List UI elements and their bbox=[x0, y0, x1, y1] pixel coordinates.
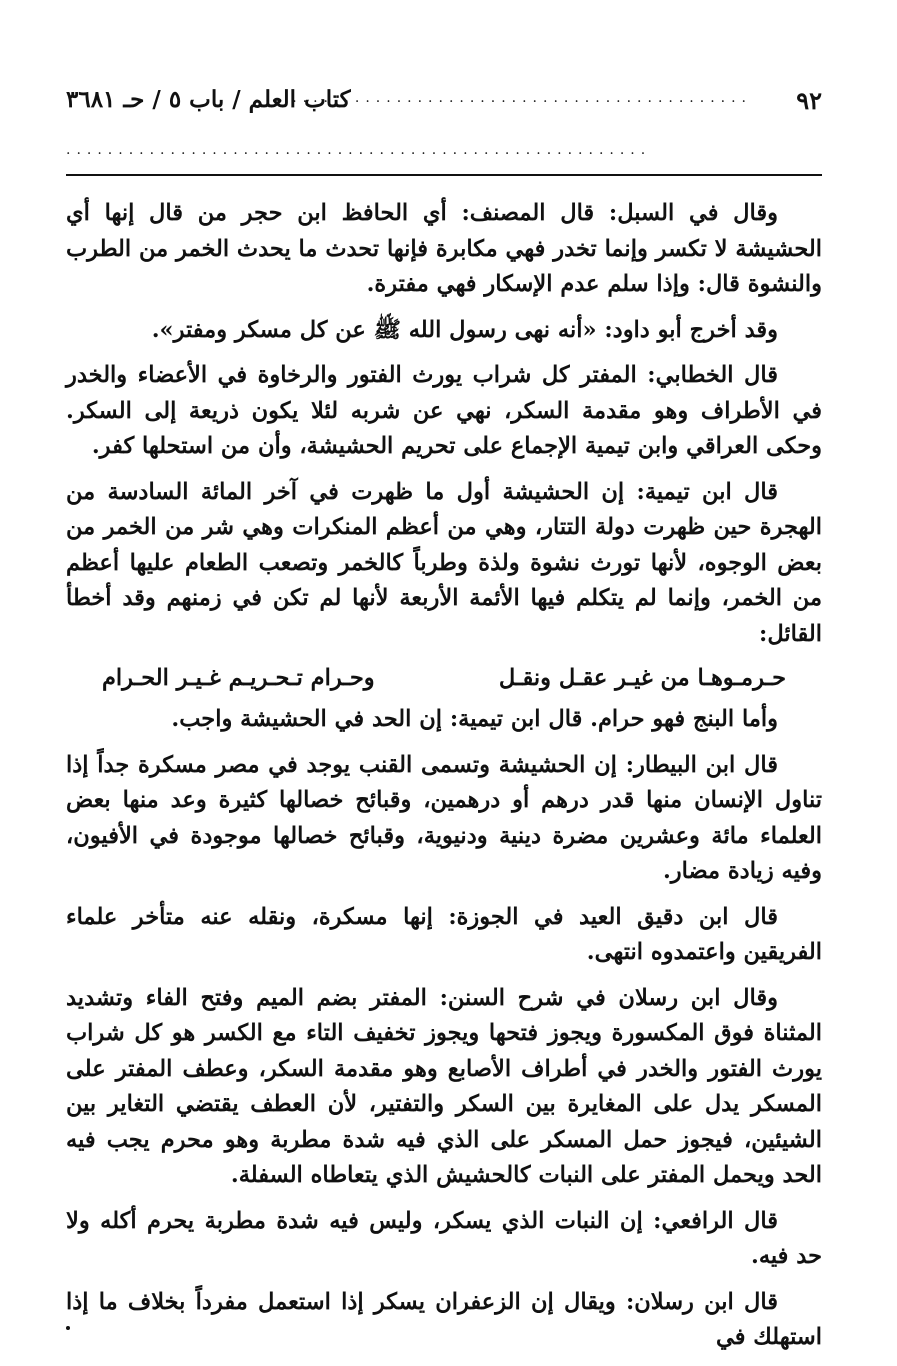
paragraph-ibn-taymiyya: قال ابن تيمية: إن الحشيشة أول ما ظهرت في آخر المائة السادسة من الهجرة حين ظهرت دولة التتار، وهي من أعظم المنكرات وهي شر من الخمر من بعض الوجوه، لأنها تورث نشوة ولذة وطرباً كالخمر وتصعب الطعام عليها أعظم من الخمر، وإنما لم يتكلم فيها الأئمة الأربعة لأنها لم تكن في زمنهم وقد أخطأ القائل: bbox=[66, 478, 822, 647]
page-body bbox=[66, 196, 822, 1366]
poem-verse bbox=[66, 656, 822, 702]
page-speck bbox=[66, 1326, 70, 1330]
paragraph-banj: وأما البنج فهو حرام. قال ابن تيمية: إن الحد في الحشيشة واجب. bbox=[171, 706, 778, 732]
paragraph-ibn-daqiq: قال ابن دقيق العيد في الجوزة: إنها مسكرة، ونقله عنه متأخر علماء الفريقين واعتمدوه انتهى. bbox=[66, 903, 822, 965]
paragraph-abu-dawud: وقد أخرج أبو داود: «أنه نهى رسول الله ﷺ عن كل مسكر ومفتر». bbox=[151, 316, 778, 343]
paragraph-ibn-baytar: قال ابن البيطار: إن الحشيشة وتسمى القنب يوجد في مصر مسكرة جداً إذا تناول الإنسان منها قدر درهم أو درهمين، وقبائح خصالها كثيرة وعد منها بعض العلماء مائة وعشرين مضرة دينية ودنيوية، وقبائح خصالها موجودة في الأفيون، وفيه زيادة مضار. bbox=[66, 751, 822, 884]
paragraph-subul: وقال في السبل: قال المصنف: أي الحافظ ابن حجر من قال إنها أي الحشيشة لا تكسر وإنما تخدر فهي مكابرة فإنها تحدث ما يحدث الخمر من الطرب والنشوة قال: وإذا سلم عدم الإسكار فهي مفترة. bbox=[66, 200, 822, 297]
header-rule bbox=[66, 174, 822, 176]
poem-second-hemistich: وحـرام تـحـريـم غـيـر الحـرام bbox=[102, 665, 375, 691]
page-number: ٩٢ bbox=[796, 86, 822, 115]
poem-first-hemistich: حـرمـوهـا من غيـر عقـل ونقـل bbox=[498, 665, 786, 691]
header-dotted-leader: ............................................ bbox=[292, 90, 752, 106]
paragraph-khattabi: قال الخطابي: المفتر كل شراب يورث الفتور والرخاوة في الأعضاء والخدر في الأطراف وهو مقدمة السكر، نهي عن شربه لئلا يكون ذريعة إلى السكر. وحكى العراقي وابن تيمية الإجماع على تحريم الحشيشة، وأن من استحلها كفر. bbox=[66, 362, 822, 459]
header-dotted-line: ........................................................ bbox=[66, 142, 652, 158]
paragraph-rafii: قال الرافعي: إن النبات الذي يسكر، وليس فيه شدة مطربة يحرم أكله ولا حد فيه. bbox=[66, 1207, 822, 1269]
page-header bbox=[66, 86, 822, 122]
paragraph-saffron: قال ابن رسلان: ويقال إن الزعفران يسكر إذا استعمل مفرداً بخلاف ما إذا استهلك في bbox=[66, 1288, 822, 1350]
paragraph-ibn-raslan: وقال ابن رسلان في شرح السنن: المفتر بضم الميم وفتح الفاء وتشديد المثناة فوق المكسورة ويجوز فتحها ويجوز تخفيف التاء مع الكسر هو كل شراب يورث الفتور والخدر في أطراف الأصابع وهو مقدمة السكر، وعطف المفتر على المسكر يدل على المغايرة بين السكر والتفتير، لأن العطف يقتضي التغاير بين الشيئين، فيجوز حمل المسكر على الذي فيه شدة مطربة وهو محرم يجب فيه الحد ويحمل المفتر على النبات كالحشيش الذي يتعاطاه السفلة. bbox=[66, 984, 822, 1188]
running-title: كتاب العلم / باب ٥ / حـ ٣٦٨١ bbox=[66, 86, 351, 113]
